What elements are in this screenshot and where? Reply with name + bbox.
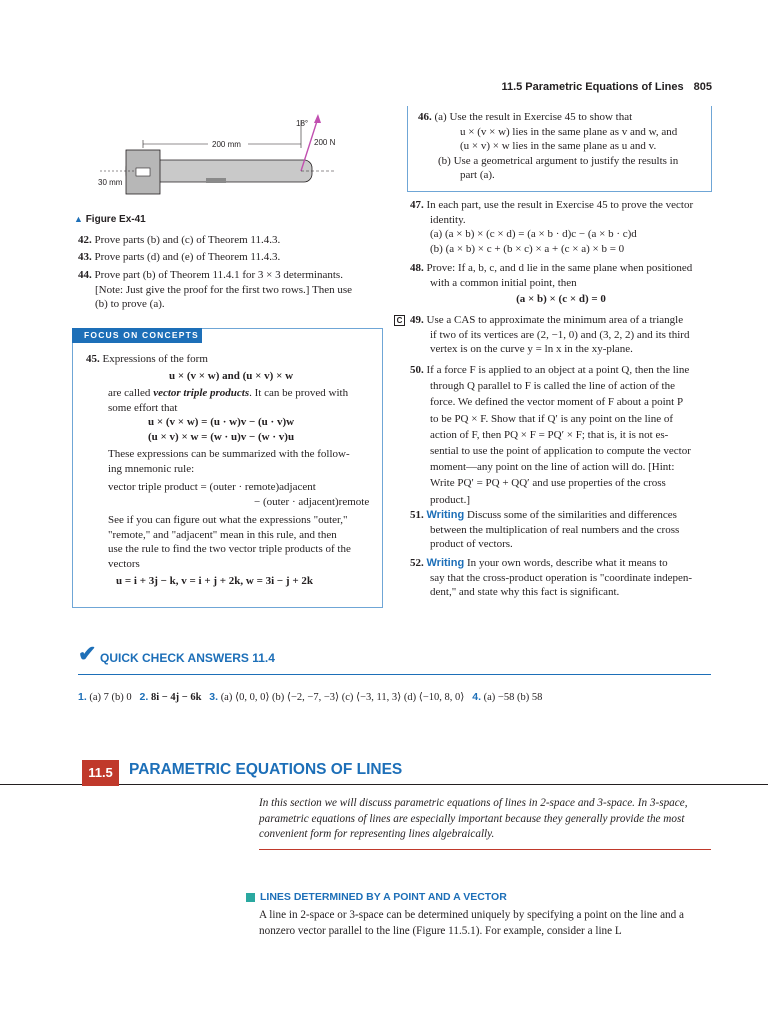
exercise-line: (a) Use the result in Exercise 45 to show that [434,111,633,123]
formula: (u × v) × w = (w · u)v − (w · v)u [148,430,295,443]
exercise-44 [78,268,383,312]
exercise-number: 47. [410,199,424,211]
answer-number: 4. [472,691,481,703]
exercise-line: vertex is on the curve y = ln x in the xy-plane. [430,343,633,355]
wrench-thread [206,178,226,183]
exercise-line: (a) (a × b) × (c × d) = (a × b · d)c − (a × b · c)d [430,228,637,240]
quick-check-title: QUICK CHECK ANSWERS 11.4 [100,651,275,665]
exercise-line: ing mnemonic rule: [108,462,195,475]
angle-label: 18° [296,119,309,128]
exercise-52 [410,556,712,600]
subsection-title: LINES DETERMINED BY A POINT AND A VECTOR [260,891,507,903]
exercise-number: 46. [418,111,432,123]
running-header [480,80,712,95]
exercise-number: 44. [78,269,92,281]
dim-200mm-label: 200 mm [212,140,241,149]
exercise-line: "remote," and "adjacent" mean in this rule, and then [108,528,337,541]
exercise-number: 50. [410,364,424,376]
writing-tag: Writing [426,509,465,521]
wrench-bolt [136,168,150,176]
exercise-line: with a common initial point, then [430,276,577,289]
subsection-square-icon [246,893,255,902]
subsection-body: A line in 2-space or 3-space can be determined uniquely by specifying a point on the line and a nonzero vector parallel to the line (Figure 11.5.1). For example, consider a line L [259,909,684,937]
exercise-line: moment—any point on the line of action will do. [Hint: [430,461,675,474]
exercise-line: some effort that [108,401,178,414]
exercise-number: 51. [410,509,424,521]
exercise-line: are called vector triple products. It can be proved with [108,387,349,399]
section-number-badge: 11.5 [82,760,119,786]
page-number: 805 [693,81,712,93]
exercise-line: (b) Use a geometrical argument to justify the results in [438,154,679,167]
exercise-line: sential to use the point of application to compute the vector [430,445,691,458]
answer-number: 3. [209,691,219,703]
answer-number: 2. [139,691,149,703]
exercise-line: Prove: If a, b, c, and d lie in the same plane when positioned [426,262,693,274]
exercise-line: force. We defined the vector moment of F about a point P [430,396,684,409]
cas-icon: C [394,315,405,326]
exercise-line: In each part, use the result in Exercise 45 to prove the vector [426,199,694,211]
formula: u × (v × w) and (u × v) × w [168,369,294,382]
exercise-45 [86,352,376,589]
exercise-line: [Note: Just give the proof for the first two rows.] Then use [95,283,353,296]
exercise-line: Discuss some of the similarities and differences [466,509,677,521]
exercise-text: Prove parts (b) and (c) of Theorem 11.4.3. [94,234,281,246]
exercise-line: (u × v) × w lies in the same plane as u and v. [460,140,657,152]
exercise-line: between the multiplication of real numbers and the cross [430,523,680,536]
checkmark-icon: ✔ [78,641,97,666]
exercise-50 [410,362,712,508]
force-label: 200 N [314,138,336,147]
exercise-line: to be PQ × F. Show that if Q′ is any point on the line of [430,412,673,425]
exercise-number: 49. [410,314,424,326]
exercise-line: part (a). [460,169,495,181]
exercise-43 [78,250,383,265]
exercise-text: Prove parts (d) and (e) of Theorem 11.4.3. [94,251,281,263]
exercise-line: See if you can figure out what the expressions "outer," [108,514,348,526]
formula: u = i + 3j − k, v = i + j + 2k, w = 3i − j + 2k [116,575,313,587]
exercise-line: vector triple product = (outer · remote)adjacent [108,481,316,493]
exercise-line: vectors [108,557,140,570]
exercise-line: dent," and state why this fact is significant. [430,586,620,598]
exercise-number: 48. [410,262,424,274]
formula: (a × b) × (c × d) = 0 [516,293,606,305]
exercise-47 [410,198,712,256]
writing-tag: Writing [426,557,465,569]
exercise-line: − (outer · adjacent)remote [254,495,370,508]
figure-caption-text: Figure Ex-41 [85,214,146,225]
exercise-line: Write PQ′ = PQ + QQ′ and use properties of the cross [430,477,666,490]
answer-text: (a) 7 (b) 0 [89,692,132,703]
exercise-line: through Q parallel to F is called the line of action of the [430,380,675,393]
quick-check-divider [78,674,711,675]
focus-on-concepts-tab: FOCUS ON CONCEPTS [72,328,202,343]
exercise-51 [410,508,712,552]
wrench-figure [96,112,346,208]
intro-rule [259,849,711,850]
exercise-line: use the rule to find the two vector triple products of the [108,543,351,555]
exercise-line: if two of its vertices are (2, −1, 0) and (3, 2, 2) and its third [430,328,690,341]
exercise-line: Expressions of the form [102,353,208,365]
section-intro: In this section we will discuss parametric equations of lines in 2-space and 3-space. In 3-space, parametric equations of lines are especially important because they generally provide the most convenient form for representing lines algebraically. [259,797,688,840]
exercise-42 [78,233,383,248]
quick-check-answers [78,690,542,705]
exercise-line: identity. [430,213,466,226]
dim-30mm-label: 30 mm [98,178,123,187]
exercise-line: action of F, then PQ × F = PQ′ × F; that is, it is not es- [430,428,669,441]
exercise-line: These expressions can be summarized with the follow- [108,448,350,460]
running-header-title: 11.5 Parametric Equations of Lines [501,81,684,93]
exercise-line: Use a CAS to approximate the minimum area of a triangle [426,314,684,326]
answer-text: (a) ⟨0, 0, 0⟩ (b) ⟨−2, −7, −3⟩ (c) ⟨−3, 11, 3⟩ (d) ⟨−10, 8, 0⟩ [220,692,465,703]
exercise-line: (b) to prove (a). [95,298,165,310]
exercise-number: 52. [410,557,424,569]
formula: u × (v × w) = (u · w)v − (u · v)w [148,416,295,428]
exercise-line: product.] [430,493,471,506]
exercise-line: In your own words, describe what it means to [466,557,668,569]
exercise-line: say that the cross-product operation is "coordinate indepen- [430,571,692,584]
section-title: PARAMETRIC EQUATIONS OF LINES [129,761,403,778]
exercise-49 [410,313,712,357]
answer-text: (a) −58 (b) 58 [483,692,543,703]
exercise-48 [410,261,712,307]
exercise-line: product of vectors. [430,538,513,550]
exercise-number: 45. [86,353,100,365]
figure-caption [74,212,146,227]
answer-text: 8i − 4j − 6k [150,692,202,703]
triangle-icon: ▲ [74,214,83,224]
exercise-line: If a force F is applied to an object at a point Q, then the line [426,364,690,376]
exercise-line: (b) (a × b) × c + (b × c) × a + (c × a) × b = 0 [430,242,625,255]
exercise-line: u × (v × w) lies in the same plane as v and w, and [460,125,678,138]
exercise-number: 43. [78,251,92,263]
exercise-number: 42. [78,234,92,246]
exercise-line: Prove part (b) of Theorem 11.4.1 for 3 × 3 determinants. [94,269,343,281]
exercise-46 [418,110,708,183]
answer-number: 1. [78,691,87,703]
